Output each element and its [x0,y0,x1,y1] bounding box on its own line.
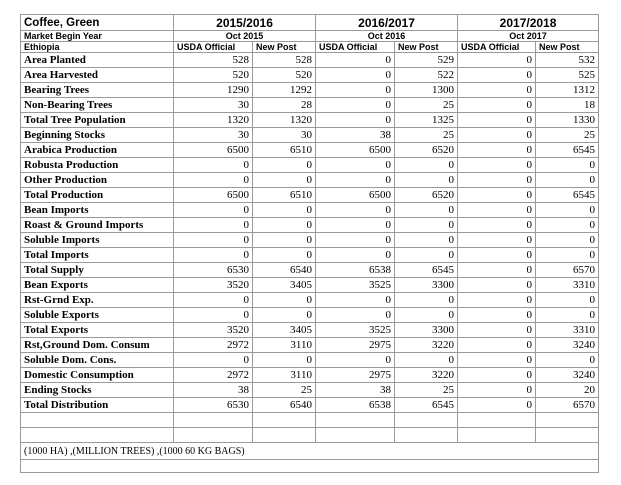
cell-value: 0 [253,308,316,323]
table-row [21,338,599,353]
col-usda-official: USDA Official [316,42,395,53]
cell-value: 3220 [395,338,458,353]
cell-value: 0 [458,53,536,68]
cell-value: 0 [395,293,458,308]
cell-value: 0 [174,293,253,308]
blank-cell [536,413,599,428]
cell-value: 0 [536,218,599,233]
cell-value: 0 [395,173,458,188]
cell-value: 0 [458,233,536,248]
cell-value: 0 [395,248,458,263]
cell-value: 0 [174,248,253,263]
table-row [21,323,599,338]
header-row-years [21,15,599,31]
cell-value: 6500 [174,143,253,158]
table-row [21,218,599,233]
cell-value: 18 [536,98,599,113]
cell-value: 0 [253,353,316,368]
cell-value: 0 [316,218,395,233]
blank-cell [21,428,174,443]
cell-value: 528 [253,53,316,68]
cell-value: 0 [458,398,536,413]
cell-value: 0 [174,173,253,188]
cell-value: 6520 [395,143,458,158]
blank-cell [21,413,174,428]
cell-value: 2975 [316,338,395,353]
row-label: Total Distribution [21,398,174,413]
begin-month: Oct 2015 [174,31,316,42]
cell-value: 0 [316,68,395,83]
cell-value: 0 [174,233,253,248]
blank-row [21,428,599,443]
cell-value: 0 [536,173,599,188]
cell-value: 0 [316,53,395,68]
cell-value: 1325 [395,113,458,128]
blank-cell [316,413,395,428]
cell-value: 0 [458,188,536,203]
cell-value: 0 [253,218,316,233]
row-label: Beginning Stocks [21,128,174,143]
cell-value: 0 [536,293,599,308]
cell-value: 0 [316,83,395,98]
cell-value: 0 [253,293,316,308]
header-row-columns [21,42,599,53]
cell-value: 0 [458,83,536,98]
cell-value: 6520 [395,188,458,203]
table-row [21,248,599,263]
cell-value: 0 [316,233,395,248]
cell-value: 0 [458,173,536,188]
cell-value: 1290 [174,83,253,98]
cell-value: 6538 [316,263,395,278]
cell-value: 38 [316,383,395,398]
cell-value: 0 [458,383,536,398]
cell-value: 0 [316,158,395,173]
year-header: 2017/2018 [458,15,599,31]
row-label: Rst-Grnd Exp. [21,293,174,308]
table-row [21,158,599,173]
cell-value: 0 [458,338,536,353]
cell-value: 0 [253,248,316,263]
cell-value: 6545 [395,263,458,278]
cell-value: 25 [395,98,458,113]
col-usda-official: USDA Official [458,42,536,53]
cell-value: 28 [253,98,316,113]
table-row [21,83,599,98]
table-row [21,383,599,398]
cell-value: 0 [458,218,536,233]
cell-value: 6500 [174,188,253,203]
row-label: Total Supply [21,263,174,278]
row-label: Ending Stocks [21,383,174,398]
cell-value: 6570 [536,263,599,278]
header-row-begin [21,31,599,42]
cell-value: 3310 [536,278,599,293]
cell-value: 0 [458,368,536,383]
cell-value: 525 [536,68,599,83]
cell-value: 0 [316,248,395,263]
cell-value: 6545 [536,143,599,158]
cell-value: 0 [458,128,536,143]
cell-value: 1320 [174,113,253,128]
blank-cell [458,428,536,443]
cell-value: 25 [536,128,599,143]
market-begin-label: Market Begin Year [21,31,174,42]
cell-value: 0 [253,233,316,248]
year-header: 2015/2016 [174,15,316,31]
cell-value: 0 [253,158,316,173]
table-row [21,173,599,188]
cell-value: 2972 [174,338,253,353]
blank-cell [253,413,316,428]
cell-value: 0 [395,218,458,233]
cell-value: 3240 [536,368,599,383]
row-label: Soluble Exports [21,308,174,323]
cell-value: 0 [458,203,536,218]
table-row [21,353,599,368]
country-label: Ethiopia [21,42,174,53]
cell-value: 0 [316,173,395,188]
cell-value: 1292 [253,83,316,98]
cell-value: 2972 [174,368,253,383]
blank-cell [253,428,316,443]
year-header: 2016/2017 [316,15,458,31]
row-label: Total Production [21,188,174,203]
cell-value: 0 [536,308,599,323]
cell-value: 3405 [253,323,316,338]
row-label: Soluble Dom. Cons. [21,353,174,368]
cell-value: 6510 [253,188,316,203]
cell-value: 0 [458,143,536,158]
cell-value: 3520 [174,278,253,293]
table-row [21,98,599,113]
cell-value: 0 [458,113,536,128]
cell-value: 0 [395,203,458,218]
cell-value: 0 [253,173,316,188]
cell-value: 6545 [536,188,599,203]
blank-cell [174,428,253,443]
cell-value: 0 [316,353,395,368]
cell-value: 0 [316,203,395,218]
cell-value: 520 [174,68,253,83]
row-label: Total Imports [21,248,174,263]
cell-value: 3220 [395,368,458,383]
cell-value: 0 [395,233,458,248]
cell-value: 0 [395,158,458,173]
cell-value: 0 [536,158,599,173]
cell-value: 30 [253,128,316,143]
cell-value: 0 [174,158,253,173]
cell-value: 3405 [253,278,316,293]
row-label: Other Production [21,173,174,188]
cell-value: 0 [316,113,395,128]
table-body [21,15,599,473]
cell-value: 3300 [395,278,458,293]
row-label: Area Harvested [21,68,174,83]
blank-cell [21,460,599,473]
col-usda-official: USDA Official [174,42,253,53]
cell-value: 0 [174,308,253,323]
cell-value: 0 [316,293,395,308]
cell-value: 3240 [536,338,599,353]
row-label: Bearing Trees [21,83,174,98]
cell-value: 25 [395,383,458,398]
blank-cell [316,428,395,443]
cell-value: 1330 [536,113,599,128]
row-label: Roast & Ground Imports [21,218,174,233]
cell-value: 0 [458,98,536,113]
row-label: Bean Exports [21,278,174,293]
row-label: Bean Imports [21,203,174,218]
cell-value: 6538 [316,398,395,413]
blank-row [21,413,599,428]
cell-value: 20 [536,383,599,398]
row-label: Arabica Production [21,143,174,158]
cell-value: 6545 [395,398,458,413]
col-new-post: New Post [253,42,316,53]
cell-value: 3310 [536,323,599,338]
cell-value: 532 [536,53,599,68]
cell-value: 1312 [536,83,599,98]
table-row [21,398,599,413]
table-row [21,188,599,203]
bottom-blank-row [21,460,599,473]
cell-value: 6530 [174,398,253,413]
cell-value: 3110 [253,368,316,383]
row-label: Non-Bearing Trees [21,98,174,113]
cell-value: 0 [253,203,316,218]
cell-value: 6500 [316,143,395,158]
cell-value: 6500 [316,188,395,203]
cell-value: 0 [458,68,536,83]
cell-value: 3300 [395,323,458,338]
row-label: Rst,Ground Dom. Consum [21,338,174,353]
table-row [21,278,599,293]
cell-value: 0 [536,233,599,248]
cell-value: 0 [458,158,536,173]
col-new-post: New Post [536,42,599,53]
row-label: Domestic Consumption [21,368,174,383]
cell-value: 0 [458,323,536,338]
row-label: Total Tree Population [21,113,174,128]
table-row [21,203,599,218]
cell-value: 6510 [253,143,316,158]
blank-cell [395,413,458,428]
cell-value: 3525 [316,323,395,338]
cell-value: 0 [458,353,536,368]
cell-value: 1320 [253,113,316,128]
row-label: Total Exports [21,323,174,338]
commodity-title: Coffee, Green [21,15,174,31]
cell-value: 30 [174,98,253,113]
cell-value: 3525 [316,278,395,293]
cell-value: 0 [316,308,395,323]
cell-value: 0 [536,353,599,368]
cell-value: 6570 [536,398,599,413]
col-new-post: New Post [395,42,458,53]
blank-cell [536,428,599,443]
cell-value: 3110 [253,338,316,353]
cell-value: 0 [458,293,536,308]
table-row [21,233,599,248]
table-row [21,68,599,83]
cell-value: 0 [174,218,253,233]
footnote-row [21,443,599,460]
cell-value: 38 [174,383,253,398]
cell-value: 528 [174,53,253,68]
cell-value: 0 [395,308,458,323]
table-row [21,113,599,128]
cell-value: 0 [395,353,458,368]
cell-value: 0 [174,203,253,218]
blank-cell [174,413,253,428]
psd-table [20,14,599,473]
table-row [21,263,599,278]
cell-value: 0 [316,98,395,113]
begin-month: Oct 2017 [458,31,599,42]
table-row [21,308,599,323]
cell-value: 529 [395,53,458,68]
cell-value: 38 [316,128,395,143]
blank-cell [458,413,536,428]
cell-value: 0 [536,203,599,218]
cell-value: 522 [395,68,458,83]
begin-month: Oct 2016 [316,31,458,42]
cell-value: 1300 [395,83,458,98]
cell-value: 6540 [253,398,316,413]
cell-value: 30 [174,128,253,143]
cell-value: 0 [536,248,599,263]
table-row [21,53,599,68]
row-label: Soluble Imports [21,233,174,248]
table-row [21,128,599,143]
blank-cell [395,428,458,443]
table-row [21,368,599,383]
cell-value: 0 [174,353,253,368]
cell-value: 2975 [316,368,395,383]
cell-value: 0 [458,248,536,263]
cell-value: 0 [458,278,536,293]
cell-value: 520 [253,68,316,83]
cell-value: 0 [458,263,536,278]
cell-value: 3520 [174,323,253,338]
units-footnote: (1000 HA) ,(MILLION TREES) ,(1000 60 KG BAGS) [21,443,599,460]
row-label: Robusta Production [21,158,174,173]
table-row [21,293,599,308]
cell-value: 6540 [253,263,316,278]
cell-value: 25 [253,383,316,398]
table-row [21,143,599,158]
row-label: Area Planted [21,53,174,68]
cell-value: 25 [395,128,458,143]
cell-value: 0 [458,308,536,323]
cell-value: 6530 [174,263,253,278]
